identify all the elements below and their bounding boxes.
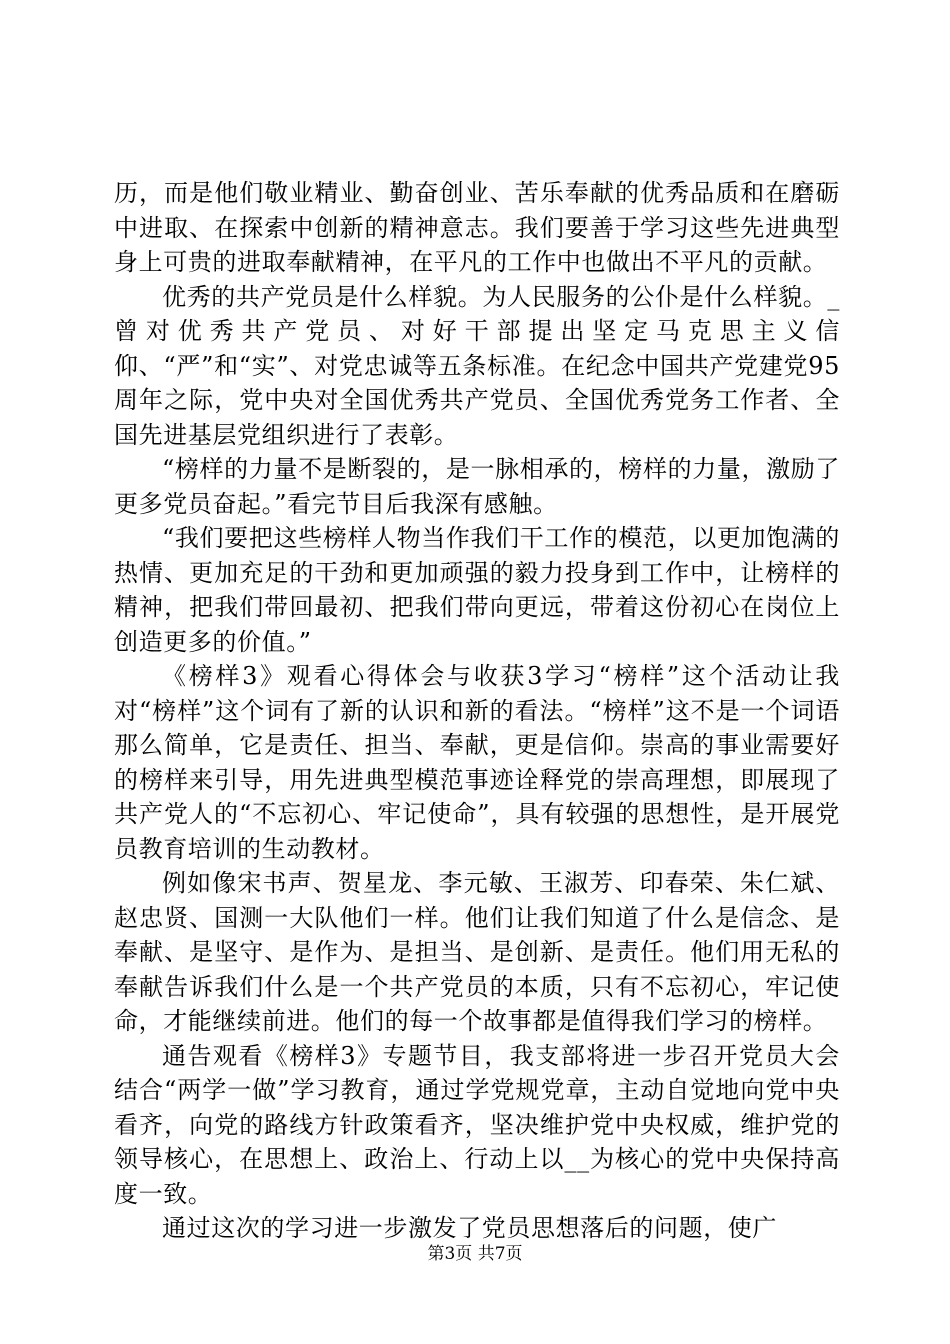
page-number: 第3页 共7页 (427, 1244, 523, 1264)
paragraph: 历，而是他们敬业精业、勤奋创业、苦乐奉献的优秀品质和在磨砺中进取、在探索中创新的精神意志。我们要善于学习这些先进典型身上可贵的进取奉献精神，在平凡的工作中也做出不平凡的贡献。 (114, 179, 840, 276)
paragraph: 例如像宋书声、贺星龙、李元敏、王淑芳、印春荣、朱仁斌、赵忠贤、国测一大队他们一样。他们让我们知道了什么是信念、是奉献、是坚守、是作为、是担当、是创新、是责任。他们用无私的奉献告诉我们什么是一个共产党员的本质，只有不忘初心，牢记使命，才能继续前进。他们的每一个故事都是值得我们学习的榜样。 (114, 869, 840, 1035)
paragraph: “我们要把这些榜样人物当作我们干工作的模范，以更加饱满的热情、更加充足的干劲和更加顽强的毅力投身到工作中，让榜样的精神，把我们带回最初、把我们带向更远，带着这份初心在岗位上创造更多的价值。” (114, 524, 840, 656)
paragraph: 优秀的共产党员是什么样貌。为人民服务的公仆是什么样貌。_曾对优秀共产党员、对好干部提出坚定马克思主义信仰、“严”和“实”、对党忠诚等五条标准。在纪念中国共产党建党95周年之际，党中央对全国优秀共产党员、全国优秀党务工作者、全国先进基层党组织进行了表彰。 (114, 282, 840, 449)
paragraph: 通告观看《榜样3》专题节目，我支部将进一步召开党员大会结合“两学一做”学习教育，通过学党规党章，主动自觉地向党中央看齐，向党的路线方针政策看齐，坚决维护党中央权威，维护党的领导核心，在思想上、政治上、行动上以__为核心的党中央保持高度一致。 (114, 1041, 840, 1208)
paragraph: “榜样的力量不是断裂的，是一脉相承的，榜样的力量，激励了更多党员奋起。”看完节目后我深有感触。 (114, 455, 840, 518)
page-footer (0, 1244, 950, 1264)
paragraph: 通过这次的学习进一步激发了党员思想落后的问题，使广 (162, 1214, 777, 1242)
paragraph: 《榜样3》观看心得体会与收获3学习“榜样”这个活动让我对“榜样”这个词有了新的认识和新的看法。“榜样”这不是一个词语那么简单，它是责任、担当、奉献，更是信仰。崇高的事业需要好的榜样来引导，用先进典型模范事迹诠释党的崇高理想，即展现了共产党人的“不忘初心、牢记使命”，具有较强的思想性，是开展党员教育培训的生动教材。 (114, 662, 840, 863)
document-body (114, 176, 840, 1246)
